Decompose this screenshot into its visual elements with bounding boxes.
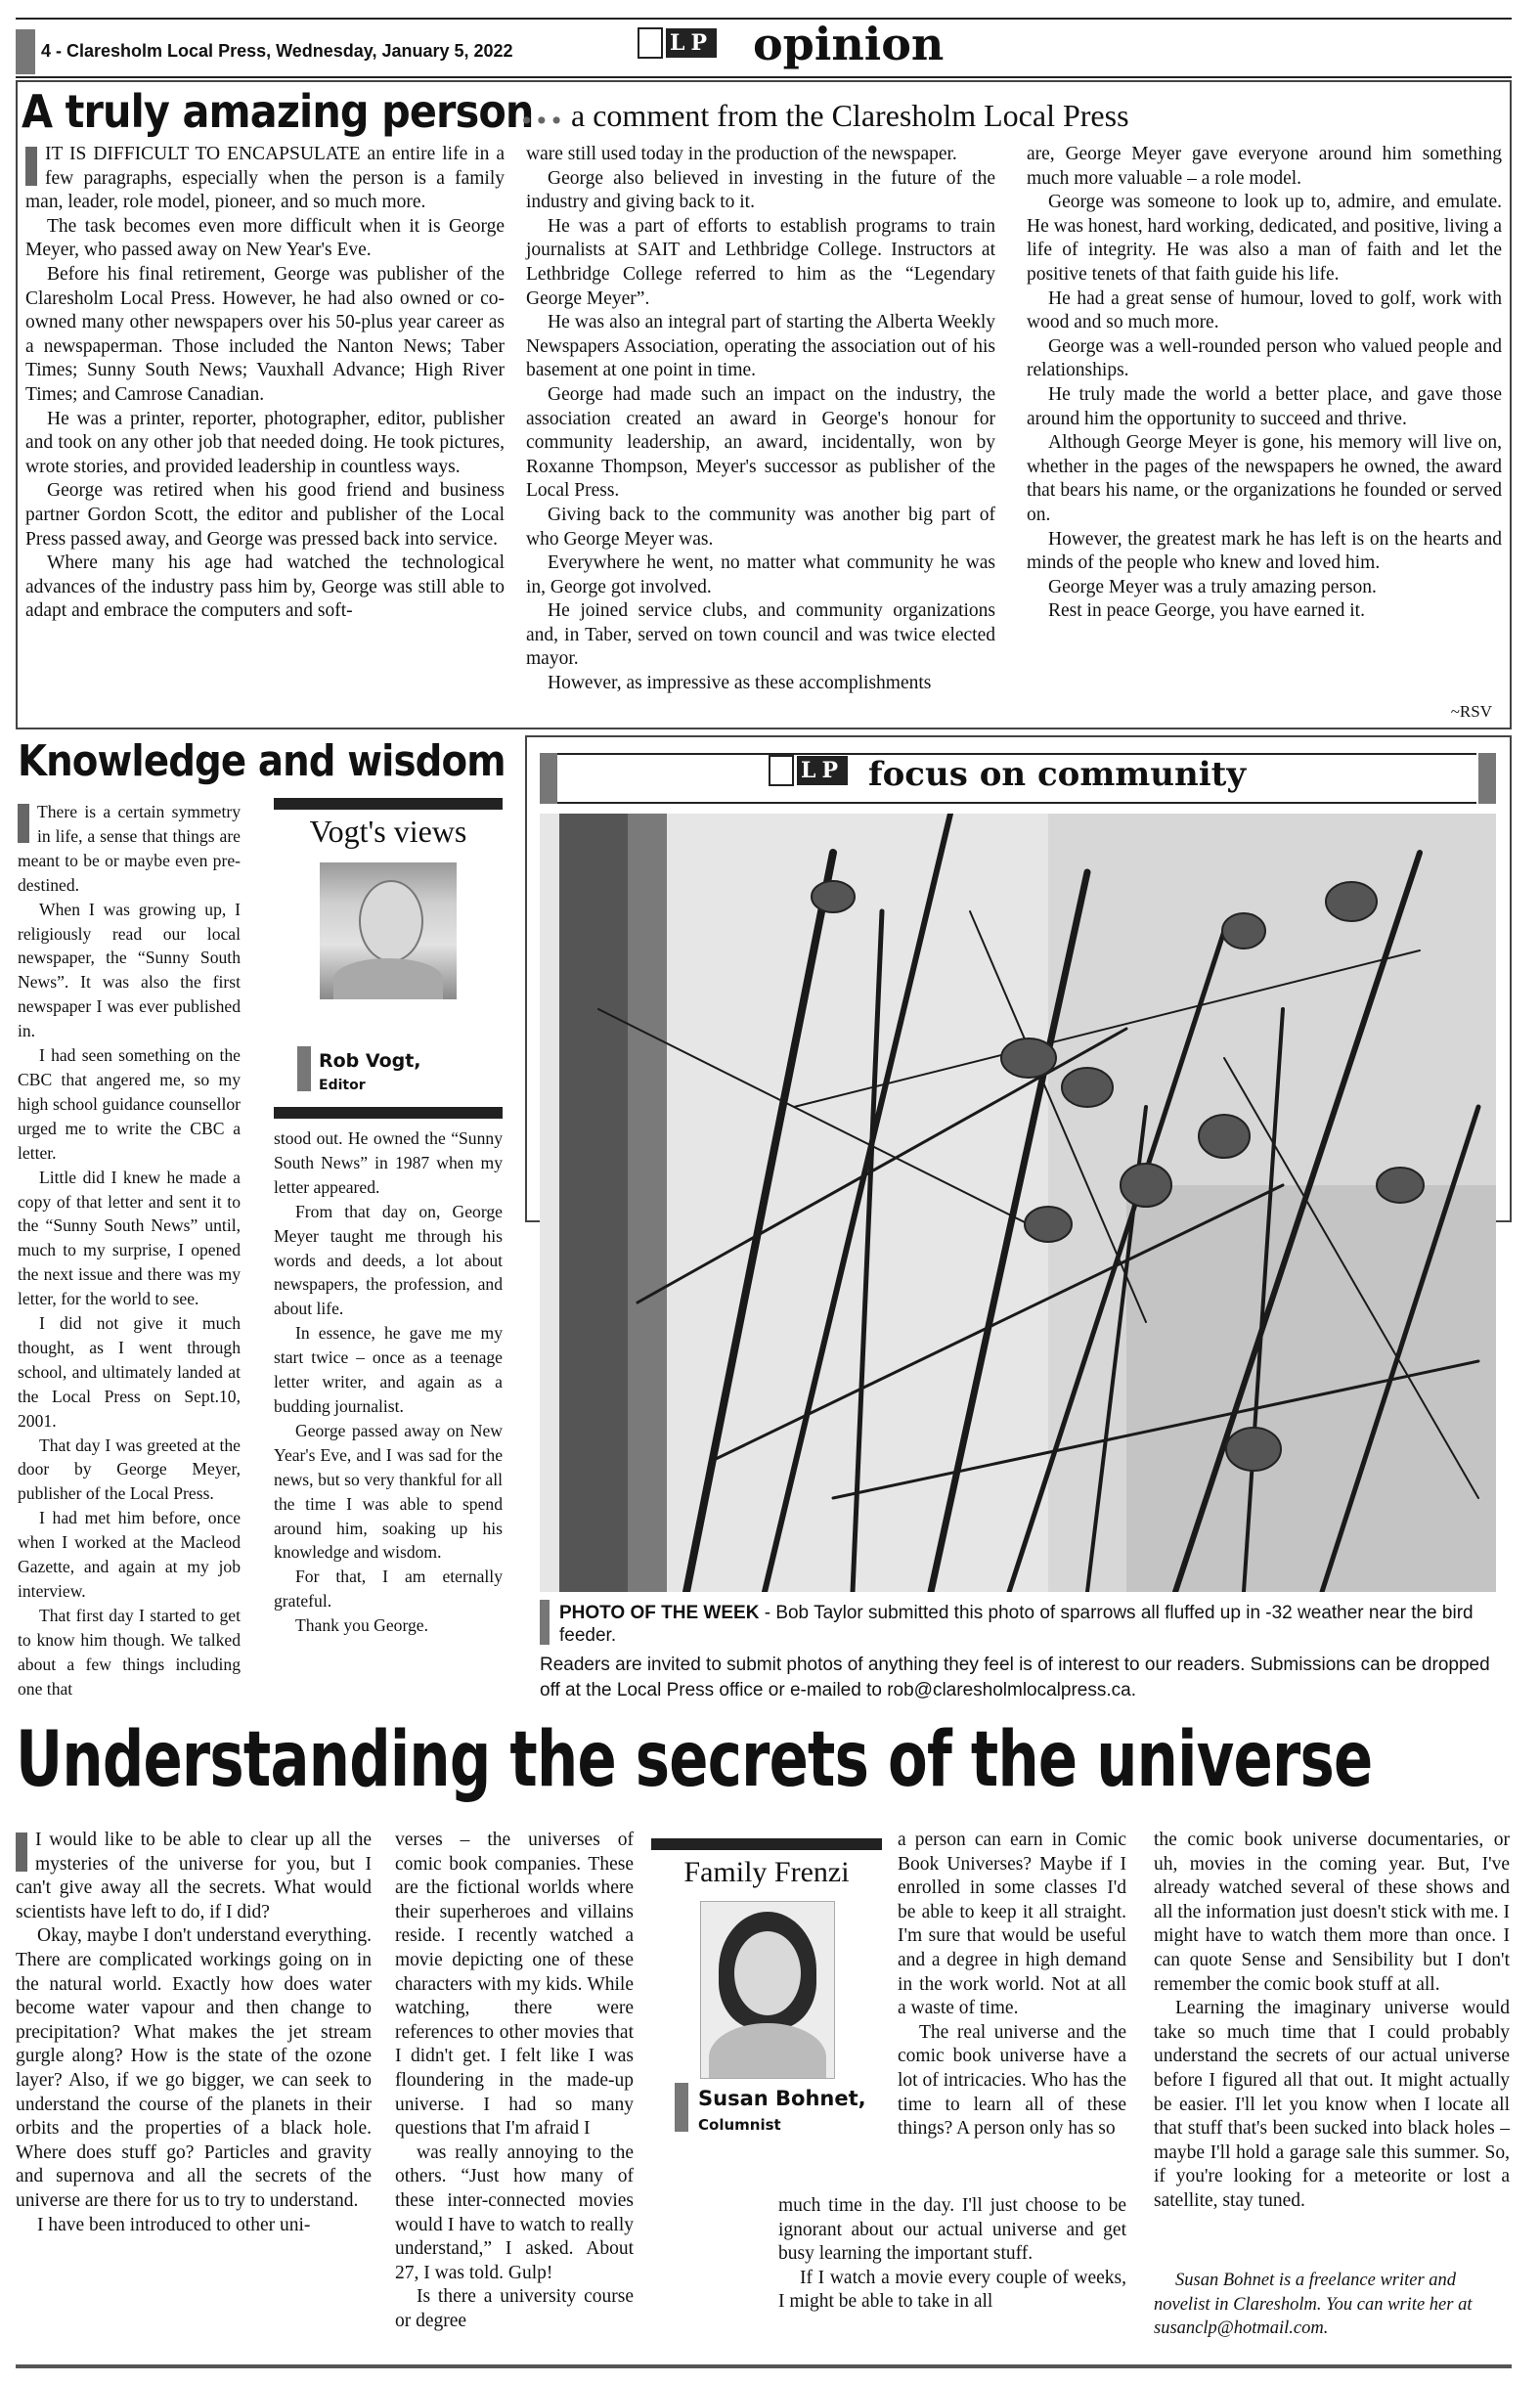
frenzi-author-title: Columnist — [698, 2116, 781, 2134]
vogt-col-1 — [18, 800, 241, 1701]
paragraph: Before his final retirement, George was publisher of the Claresholm Local Press. However, he had also owned or co-owned many other newspapers over his 50-plus year career as a newspaperman. Those included the Nanton News; Taber Times; Sunny South News; Vauxhall Advance; High River Times; and Camrose Canadian. — [25, 263, 505, 405]
editorial-col-3 — [1027, 143, 1502, 624]
leaf-icon — [769, 755, 794, 786]
header-tab — [16, 29, 35, 74]
paragraph: He was a printer, reporter, photographer, editor, publisher and took on any other job that needed doing. He took pictures, wrote stories, and provided leadership in countless ways. — [25, 408, 505, 477]
paragraph: Learning the imaginary universe would take so much time that I could probably understand the secrets of our actual universe before I figured all that out. It might actually be easier. I'll let you know when I locate all that stuff that's been sucked into black holes – maybe I'll hold a garage sale this summer. So, if you're looking for a meteorite or lost a satellite, stay tuned. — [1154, 1998, 1510, 2211]
vogt-author-title: Editor — [319, 1078, 366, 1093]
frenzi-bio: Susan Bohnet is a freelance writer and novelist in Claresholm. You can write her at susanclp@hotmail.com. — [1154, 2271, 1473, 2338]
editorial-col-1 — [25, 143, 505, 624]
community-rule-bottom — [557, 802, 1476, 804]
paragraph: George was someone to look up to, admire, and emulate. He was honest, hard working, dedicated, and positive, living a life of integrity. He was also a man of faith and let the positive tenets of that faith guide his life. — [1027, 192, 1502, 285]
paragraph: George was a well-rounded person who valued people and relationships. — [1027, 335, 1502, 381]
photo-caption — [559, 1602, 1498, 1647]
drop-bar — [16, 1832, 27, 1872]
rob-vogt-photo — [320, 862, 457, 999]
paragraph: Where many his age had watched the technological advances of the industry pass him by, George was still able to adapt and embrace the computers and soft- — [25, 552, 505, 622]
frenzi-column-name: Family Frenzi — [683, 1856, 850, 1888]
community-clp-logo — [769, 755, 848, 786]
paragraph: If I watch a movie every couple of weeks, I might be able to take in all — [778, 2267, 1126, 2313]
paragraph: Thank you George. — [295, 1615, 428, 1636]
frenzi-author: Susan Bohnet, — [698, 2087, 866, 2110]
community-title: focus on community — [868, 755, 1247, 794]
frenzi-col-3b — [778, 2194, 1126, 2315]
community-tab-right — [1478, 753, 1496, 804]
paragraph: From that day on, George Meyer taught me through his words and deeds, a lot about newspapers, the profession, and about life. — [274, 1201, 503, 1319]
editorial-signoff: ~RSV — [1450, 702, 1492, 721]
paragraph: He was a part of efforts to establish programs to train journalists at SAIT and Lethbridge College. Instructors at Lethbridge College referred to him as the “Legendary George Meyer”. — [526, 215, 995, 309]
paragraph: In essence, he gave me my start twice – once as a teenage letter writer, and again as a budding journalist. — [274, 1323, 503, 1416]
paragraph: I have been introduced to other uni- — [37, 2214, 311, 2235]
paragraph: However, as impressive as these accomplishments — [548, 673, 932, 694]
paragraph: The task becomes even more difficult when it is George Meyer, who passed away on New Year's Eve. — [25, 215, 505, 261]
paragraph: George was retired when his good friend and business partner Gordon Scott, the editor and publisher of the Local Press passed away, and George was pressed back into service. — [25, 480, 505, 550]
paragraph: much time in the day. I'll just choose to be ignorant about our actual universe and get busy learning the important stuff. — [778, 2195, 1126, 2265]
paragraph: are, George Meyer gave everyone around him something much more valuable – a role model. — [1027, 144, 1502, 189]
section-title: opinion — [753, 18, 945, 70]
paragraph: I had met him before, once when I worked at the Macleod Gazette, and again at my job interview. — [18, 1508, 241, 1601]
editorial-subhead: a comment from the Claresholm Local Press — [571, 98, 1129, 133]
vogt-box-bottom-rule — [274, 1107, 503, 1119]
paragraph: George also believed in investing in the future of the industry and giving back to it. — [526, 167, 995, 213]
frenzi-headline: Understanding the secrets of the universe — [16, 1716, 1373, 1804]
editorial-col-2 — [526, 143, 995, 696]
page-number: 4 — [41, 41, 52, 61]
community-logo-letters: LP — [797, 756, 848, 785]
paragraph: That day I was greeted at the door by George Meyer, publisher of the Local Press. — [18, 1435, 241, 1504]
paragraph: The real universe and the comic book universe have a lot of intricacies. Who has the time to learn all of these things? A person only has so — [898, 2021, 1126, 2140]
vogt-column-name: Vogt's views — [309, 814, 467, 849]
header-page-info: 4 - Claresholm Local Press, Wednesday, January 5, 2022 — [41, 41, 513, 61]
paragraph: Okay, maybe I don't understand everything. There are complicated workings going on in the natural world. Exactly how does water become water vapour and then change to precipitation? What makes the jet stream gurgle along? How is the state of the ozone layer? Also, if we go bigger, we can seek to understand the course of the planets in their orbits and the properties of a black hole. Where does stuff go? Particles and gravity and supernova and all the secrets of the universe are there for us to try to understand. — [16, 1925, 372, 2211]
paragraph: Little did I knew he made a copy of that letter and sent it to the “Sunny South News” until, much to my surprise, I opened the next issue and there was my letter, for the world to see. — [18, 1167, 241, 1309]
paragraph: ware still used today in the production of the newspaper. — [526, 144, 957, 164]
frenzi-col-2 — [395, 1829, 634, 2333]
paragraph: Is there a university course or degree — [395, 2286, 634, 2331]
community-tab-left — [540, 753, 557, 804]
paragraph: the comic book universe documentaries, or uh, movies in the coming year. But, I've already watched several of these shows and all the information just doesn't stick with me. I might have to watch them more than once. I can quote Sense and Sensibility but I don't remember the comic book stuff at all. — [1154, 1830, 1510, 1995]
clp-logo — [638, 27, 717, 59]
paragraph: He truly made the world a better place, and gave those around him the opportunity to succeed and thrive. — [1027, 383, 1502, 429]
bottom-rule — [16, 2364, 1512, 2368]
paragraph: He joined service clubs, and community organizations and, in Taber, served on town council and was twice elected mayor. — [526, 600, 995, 670]
paragraph: I would like to be able to clear up all the mysteries of the universe for you, but I can't give away all the secrets. What would scientists have left to do, if I did? — [16, 1830, 372, 1922]
editorial-dots: ... — [520, 88, 565, 132]
paragraph: IT IS DIFFICULT TO ENCAPSULATE an entire life in a few paragraphs, especially when the person is a family man, leader, role model, pioneer, and so much more. — [25, 144, 505, 213]
frenzi-box-top-rule — [651, 1838, 882, 1850]
paragraph: Giving back to the community was another big part of who George Meyer was. — [526, 504, 995, 550]
susan-bohnet-photo — [700, 1901, 835, 2079]
paragraph: Rest in peace George, you have earned it. — [1048, 600, 1365, 622]
paragraph: George had made such an impact on the industry, the association created an award in George's honour for community leadership, an award, incidentally, won by Roxanne Thompson, Meyer's successor as publisher of the Local Press. — [526, 383, 995, 502]
header-bottom-rule — [16, 76, 1512, 78]
paragraph: stood out. He owned the “Sunny South News” in 1987 when my letter appeared. — [274, 1128, 503, 1197]
vogt-headline: Knowledge and wisdom — [18, 736, 506, 786]
drop-bar — [25, 147, 37, 186]
paragraph: That first day I started to get to know him though. We talked about a few things including one that — [18, 1605, 241, 1699]
paragraph: was really annoying to the others. “Just how many of these inter-connected movies would I have to watch to really understand,” I asked. About 27, I was told. Gulp! — [395, 2141, 634, 2283]
paragraph: a person can earn in Comic Book Universes? Maybe if I enrolled in some classes I'd be able to keep it all straight. I'm sure that would be useful and a degree in high demand in the work world. Not at all a waste of time. — [898, 1830, 1126, 2019]
frenzi-col-3a — [898, 1829, 1126, 2141]
paragraph: There is a certain symmetry in life, a sense that things are meant to be or maybe even pre-destined. — [18, 802, 241, 895]
logo-letters: LP — [666, 28, 717, 58]
drop-bar — [18, 804, 29, 843]
frenzi-col-4 — [1154, 1829, 1510, 2214]
photo-invite: Readers are invited to submit photos of anything they feel is of interest to our readers. Submissions can be dropped off at the Local Press office or e-mailed to rob@claresholmlocalpress.ca. — [540, 1655, 1490, 1700]
paragraph: For that, I am eternally grateful. — [274, 1567, 503, 1611]
paragraph: However, the greatest mark he has left is on the hearts and minds of the people who knew and loved him. — [1027, 528, 1502, 574]
editorial-headline: A truly amazing person — [22, 85, 534, 138]
paragraph: verses – the universes of comic book companies. These are the fictional worlds where their superheroes and villains reside. I recently watched a movie depicting one of these characters with my kids. While watching, there were references to other movies that I didn't get. I felt like I was floundering in the made-up universe. I had so many questions that I'm afraid I — [395, 1830, 634, 2140]
sparrows-in-branches-image — [540, 814, 1496, 1592]
vogt-author: Rob Vogt, — [319, 1050, 421, 1072]
leaf-icon — [638, 27, 663, 59]
frenzi-col-1 — [16, 1829, 372, 2237]
paper-info: Claresholm Local Press, Wednesday, January 5, 2022 — [66, 41, 513, 61]
paragraph: I did not give it much thought, as I went through school, and ultimately landed at the Local Press on Sept.10, 2001. — [18, 1313, 241, 1431]
caption-label: PHOTO OF THE WEEK — [559, 1603, 760, 1623]
paragraph: I had seen something on the CBC that angered me, so my high school guidance counsellor urged me to write the CBC a letter. — [18, 1045, 241, 1163]
paragraph: He was also an integral part of starting the Alberta Weekly Newspapers Association, operating the association out of his basement at one point in time. — [526, 312, 995, 381]
paragraph: George Meyer was a truly amazing person. — [1048, 576, 1377, 597]
paragraph: He had a great sense of humour, loved to golf, work with wood and so much more. — [1027, 287, 1502, 333]
paragraph: Although George Meyer is gone, his memory will live on, whether in the pages of the newspapers he owned, the award that bears his name, or the organizations he founded or served on. — [1027, 432, 1502, 525]
caption-text: - Bob Taylor submitted this photo of sparrows all fluffed up in -32 weather near the bird feeder. — [559, 1603, 1474, 1646]
frenzi-author-tab — [675, 2083, 688, 2132]
paragraph: When I was growing up, I religiously read our local newspaper, the “Sunny South News”. It was also the first newspaper I was ever published in. — [18, 899, 241, 1041]
vogt-box-top-rule — [274, 798, 503, 810]
vogt-col-2 — [274, 1126, 503, 1638]
caption-tab — [540, 1600, 550, 1645]
paragraph: George passed away on New Year's Eve, and I was sad for the news, but so very thankful for all the time I was able to spend around him, soaking up his knowledge and wisdom. — [274, 1420, 503, 1563]
vogt-author-tab — [297, 1046, 311, 1091]
paragraph: Everywhere he went, no matter what community he was in, George got involved. — [526, 552, 995, 597]
photo-of-the-week — [540, 814, 1496, 1592]
